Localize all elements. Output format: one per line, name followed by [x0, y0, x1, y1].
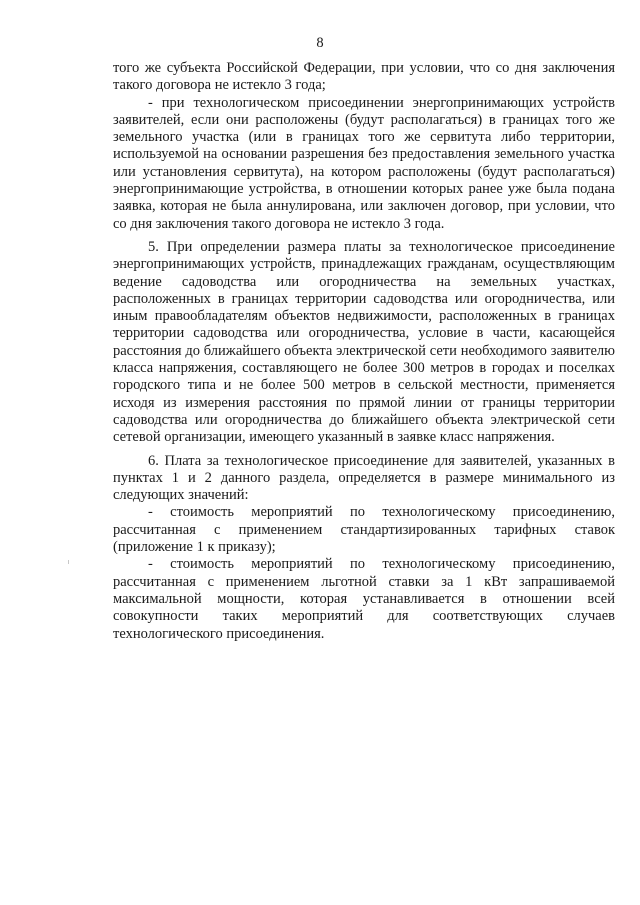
- paragraph-standard-rates: - стоимость мероприятий по технологическому присоединению, рассчитанная с применением стандартизированных тарифных ставок (приложение 1 к приказу);: [113, 504, 615, 556]
- page-number: 8: [316, 35, 324, 51]
- document-body: [113, 60, 615, 643]
- paragraph-item-5: 5. При определении размера платы за технологическое присоединение энергопринимающих устройств, принадлежащих гражданам, осуществляющим ведение садоводства или огородничества на земельных участках, расположенных в границах территории садоводства или огородничества, или иным правообладателям объектов недвижимости, расположенных в границах территории садоводства или огородничества, условие в части, касающейся расстояния до ближайшего объекта электрической сети необходимого заявителю класса напряжения, составляющего не более 300 метров в городах и поселках городского типа и не более 500 метров в сельской местности, применяется исходя из измерения расстояния по прямой линии от границы территории садоводства или огородничества до ближайшего объекта электрической сети сетевой организации, имеющего указанный в заявке класс напряжения.: [113, 238, 615, 446]
- paragraph-continuation: того же субъекта Российской Федерации, при условии, что со дня заключения такого договора не истекло 3 года;: [113, 60, 615, 94]
- paragraph-item-6: 6. Плата за технологическое присоединение для заявителей, указанных в пунктах 1 и 2 данного раздела, определяется в размере минимального из следующих значений:: [113, 452, 615, 504]
- paragraph-preferential-rate: - стоимость мероприятий по технологическому присоединению, рассчитанная с применением льготной ставки за 1 кВт запрашиваемой максимальной мощности, которая устанавливается в отношении всей совокупности таких мероприятий для соответствующих случаев технологического присоединения.: [113, 556, 615, 642]
- scan-mark: [68, 560, 69, 564]
- paragraph-land-plot-condition: - при технологическом присоединении энергопринимающих устройств заявителей, если они расположены (будут располагаться) в границах того же земельного участка (или в границах того же сервитута либо территории, используемой на основании разрешения без предоставления земельного участка или установления сервитута), на котором расположены (будут располагаться) энергопринимающие устройства, в отношении которых ранее уже была подана заявка, которая не была аннулирована, или заключен договор, при условии, что со дня заключения такого договора не истекло 3 года.: [113, 94, 615, 232]
